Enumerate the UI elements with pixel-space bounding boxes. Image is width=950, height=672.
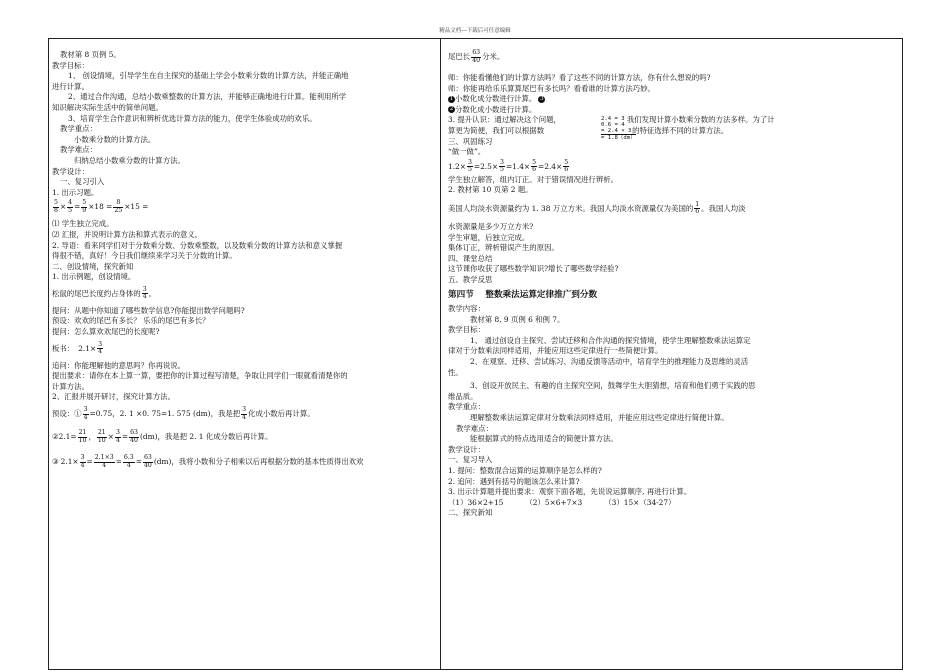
text-line: 算更为简便，我们可以根据数 的特征选择不同的计算方法。 [448, 125, 729, 135]
fraction: $\frac{2.1\times 3}{4}$ [94, 453, 114, 469]
fraction: $\frac{6.3}{4}$ [123, 453, 134, 469]
text-line: （1）36×2+15 （2）5×6+7×3 （3）15×（34-27） [448, 497, 676, 507]
text-line: 2. 教材第 10 页第 2 题。 [448, 185, 533, 195]
text-line: 2、在观察、迁移、尝试练习、沟通反馈等活动中，培育学生的推理能力及思维的灵活 [470, 357, 749, 367]
fraction: $\frac{3}{4}$ [142, 285, 147, 301]
fraction: $\frac{3}{5}$ [500, 158, 504, 174]
fraction: $\frac{5}{8}$ [54, 199, 58, 214]
text-line: 尾巴长 $\frac{63}{40}$ 分米。 [448, 48, 505, 64]
text-line: 三、巩固练习 [448, 136, 493, 146]
text-line: 归纳总结小数乘分数的计算方法。 [74, 155, 185, 165]
text-line: 性。 [448, 367, 463, 377]
text-line: 2 分数化成小数进行计算。 [449, 104, 537, 114]
text-line: 一、复习引入 [60, 177, 105, 187]
text-line: 教学内容： [448, 304, 485, 314]
text-line: 3. 提升认识：通过解决这个问题， 我们发现计算小数乘分数的方法多样。为了计 [448, 115, 775, 125]
text-line: 一、复习导入 [448, 455, 493, 465]
fraction: $\frac{63}{40}$ [143, 453, 152, 469]
text-line: 二、创设情境，探究新知 [52, 261, 134, 271]
text-line: 2. 导语：看来同学们对于分数乘分数、分数乘整数，以及数乘分数的计算方法和意义掌握 [52, 240, 343, 250]
fraction: $\frac{63}{40}$ [472, 48, 481, 64]
fraction: $\frac{3}{4}$ [242, 405, 247, 421]
equation-line: ②2.1= $\frac{21}{10}$ ， $\frac{21}{10}$ × $\frac{3}{4}$ = $\frac{63}{40}$ (dm)，我是把 2. 1 化成分数后再计算。 [52, 428, 273, 444]
text-line: 2、汇报并展开研讨，探究计算方法。 [52, 392, 175, 402]
text-line: 师：你能看懂他们的计算方法吗？看了这些不同的计算方法，你有什么想说的吗? [448, 73, 711, 82]
text-line: 二、探究新知 [448, 508, 493, 518]
text-line: 师：你能再给乐乐算算尾巴有多长吗？看看谁的计算方法巧妙。 [448, 83, 655, 93]
text-line: 3、培育学生合作意识和辨析优选计算方法的能力，使学生体验成功的欢乐。 [68, 113, 317, 123]
fraction: $\frac{5}{9}$ [82, 199, 87, 214]
text-line: 教学设计： [52, 166, 89, 176]
text-line: 3、创设开放民主、有趣的自主探究空间，鼓舞学生大胆猜想，培育和他们勇于实践的思 [470, 381, 756, 391]
fraction: $\frac{3}{5}$ [467, 158, 472, 174]
text-line: 得很不错，真好！今日我们继续来学习关于分数的计算。 [52, 251, 237, 261]
text-line: 预设：欢欢的尾巴有多长？ 乐乐的尾巴有多长？ [52, 316, 210, 326]
text-line: 教学难点： [60, 145, 97, 155]
fraction: $\frac{3}{4}$ [98, 340, 103, 356]
text-line: 律对于分数乘法同样适用，并能应用这些定律进行一些简便计算。 [448, 346, 663, 356]
text-line: 小数乘分数的计算方法。 [74, 134, 156, 144]
text-line: 进行计算。 [52, 81, 89, 91]
number-circle-icon: 2 [449, 106, 454, 113]
left-column [52, 50, 436, 470]
text-line: 教学重点： [60, 124, 97, 134]
text-line: 提出要求：请你在本上算一算，要把你的计算过程写清楚，争取让同学们一眼就看清楚你的 [52, 371, 348, 381]
text-line: 教材第 8, 9 页例 6 和例 7。 [470, 314, 565, 324]
equation-line: 1.2× $\frac{3}{5}$ =2.5× $\frac{3}{5}$ =1.4× $\frac{5}{6}$ =2.4× $\frac{5}{6}$ [448, 158, 569, 174]
text-line: 理解整数乘法运算定律对分数乘法同样适用，并能应用这些定律进行简便计算。 [470, 413, 729, 423]
text-line: 1. 出示习题。 [52, 187, 99, 197]
text-line: 水资源量是多少万立方米? [448, 221, 534, 231]
fraction: $\frac{4}{5}$ [68, 199, 73, 214]
fraction: $\frac{5}{6}$ [564, 158, 569, 174]
text-line: 教学目标： [52, 60, 89, 70]
fraction: $\frac{21}{10}$ [78, 428, 87, 444]
text-line: 五、教学反思 [448, 274, 493, 284]
fraction: $\frac{63}{40}$ [130, 428, 138, 444]
text-line: 维品质。 [448, 391, 478, 401]
text-line: 1. 出示例题，创设情境。 [52, 272, 136, 282]
text-line: 这节课你收获了哪些数学知识?增长了哪些数学经验? [448, 264, 619, 274]
equation-line: $\frac{5}{8}$ × $\frac{4}{5}$ = $\frac{5}{9}$ ×18 = $\frac{8}{25}$ ×15 = [54, 199, 149, 214]
board-line: 板书： 2.1× $\frac{3}{4}$ [52, 340, 103, 356]
section-heading: 第四节 整数乘法运算定律推广到分数 [448, 289, 598, 300]
right-column [448, 48, 898, 519]
number-circle-icon: 3 [540, 95, 544, 102]
text-line: 1 小数化成分数进行计算。 3 [449, 94, 544, 104]
fraction: $\frac{3}{4}$ [80, 453, 85, 469]
text-line: “做一做”。 [448, 147, 486, 157]
text-line: 2、通过合作沟通，总结小数乘整数的计算方法，并能够正确地进行计算。能利用所学 [68, 92, 347, 102]
fraction: $\frac{5}{6}$ [532, 158, 537, 174]
text-line: 美国人均淡水资源量约为 1. 38 万立方米。我国人均淡水资源量仅为美国的 $\frac{1}{6}$ 。我国人均淡 [448, 200, 746, 216]
text-line: ⑴ 学生独立完成。 [52, 219, 114, 229]
fraction: $\frac{21}{10}$ [97, 428, 106, 444]
equation-line: 预设：① $\frac{3}{4}$ =0.75，2. 1 ×0. 75=1. 575 (dm)，我是把 $\frac{3}{4}$ 化成小数后再计算。 [52, 405, 315, 421]
text-line: 提问：从题中你知道了哪些数学信息?你能提出数学问题吗? [52, 305, 245, 315]
text-line: 3. 出示计算题并提出要求：观察下面各题，先说说运算顺序, 再进行计算。 [448, 487, 692, 497]
text-line: 1、 创设情境，引导学生在自主探究的基础上学会小数乘分数的计算方法，并能正确地 [68, 71, 349, 81]
fraction: $\frac{3}{4}$ [115, 428, 120, 444]
text-line: 追问：你能理解他的意思吗？你再说说。 [52, 360, 186, 370]
text-line: 四、课堂总结 [448, 253, 493, 263]
text-line: 2. 追问：遇到有括号的题该怎么来计算? [448, 476, 580, 486]
equation-line: ③ 2.1× $\frac{3}{4}$ = $\frac{2.1\times 3}{4}$ = $\frac{6.3}{4}$ = $\frac{63}{40}$ (dm)，我将小数和分子相乘以后再根据分数的基本性质得出欢欢 [52, 453, 364, 469]
text-line: 教学设计： [448, 444, 485, 454]
text-line: 计算方法。 [52, 381, 89, 391]
fraction: $\frac{3}{4}$ [83, 405, 88, 421]
text-line: 教学难点： [456, 423, 493, 433]
text-line: 知识解决实际生活中的简单问题。 [52, 102, 163, 112]
text-line: 学生独立解答，组内订正。对于错误情况进行辨析。 [448, 174, 618, 184]
fraction: $\frac{8}{25}$ [114, 199, 123, 214]
text-line: 教材第 8 页例 5。 [60, 50, 121, 59]
text-line: 教学重点： [448, 402, 485, 412]
text-line: 1、 通过创设自主探究、尝试迁移和合作沟通的探究情境，使学生理解整数乘法运算定 [470, 335, 751, 345]
page-header: 精品文档---下载后可任意编辑 [439, 28, 511, 34]
text-line: 学生审题，后独立完成。 [448, 232, 530, 242]
number-circle-icon: 1 [449, 95, 454, 102]
text-line: 松鼠的尾巴长度约占身体的 $\frac{3}{4}$ 。 [52, 285, 157, 301]
text-line: 1. 提问：整数混合运算的运算顺序是怎么样的? [448, 466, 602, 475]
text-line: 集体订正，辨析错误产生的原因。 [448, 243, 559, 253]
text-line: 教学目标： [448, 325, 485, 335]
calculation-sticker: 2.4 = 3 0.6 = 4 = 2.4 × 3 = 1.8（dm） [601, 116, 636, 141]
text-line: 提问：怎么算欢欢尾巴的长度呢? [52, 327, 160, 337]
text-line: ⑵ 汇报，并说明计算方法和算式表示的意义。 [52, 229, 203, 239]
column-divider [440, 38, 441, 670]
fraction: $\frac{1}{6}$ [695, 200, 700, 216]
text-line: 能根据算式的特点选用适合的简便计算方法。 [470, 434, 618, 444]
